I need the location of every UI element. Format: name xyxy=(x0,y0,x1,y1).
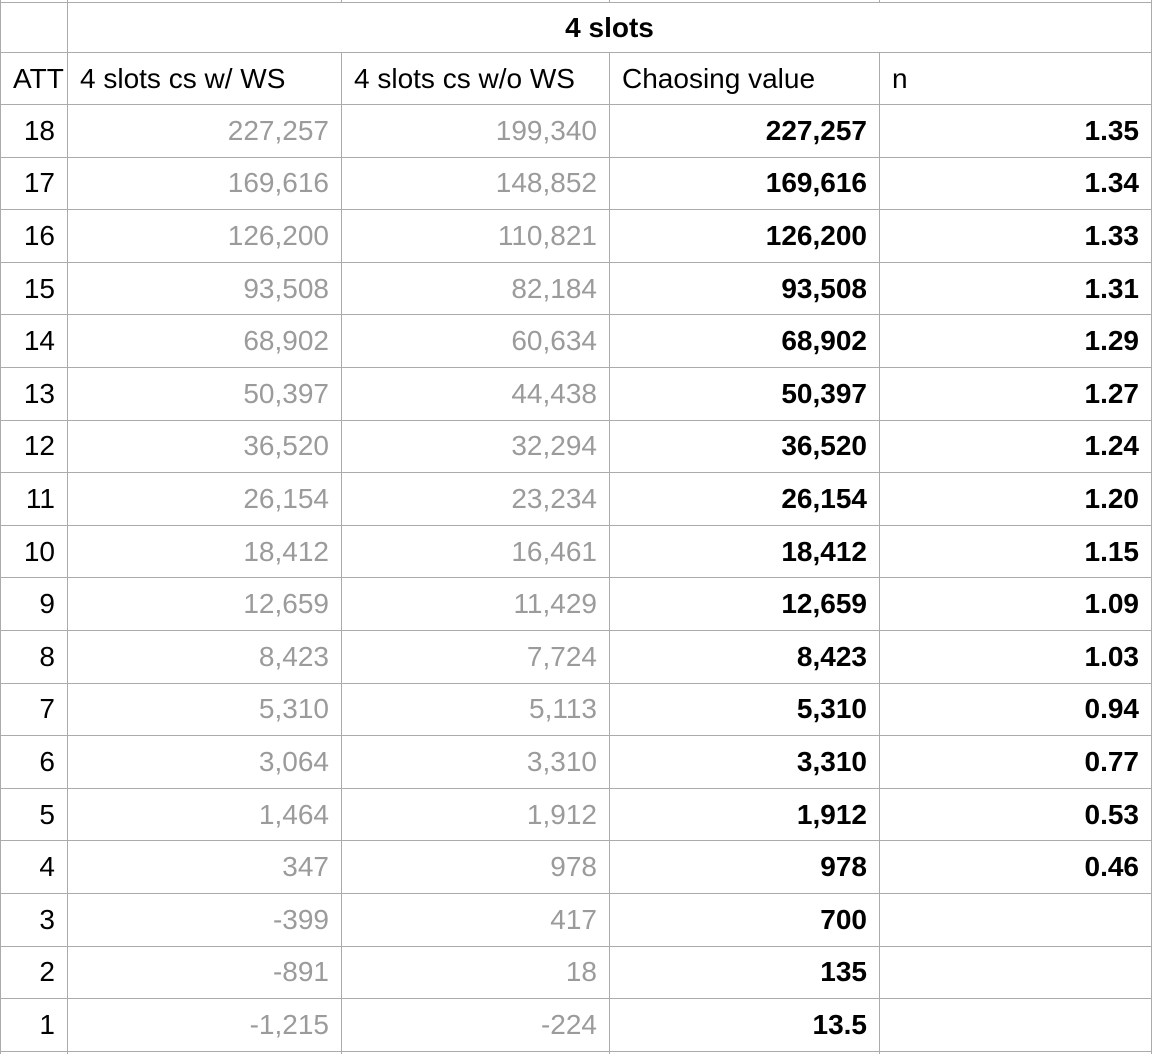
chaosing-value-cell[interactable]: 50,397 xyxy=(610,368,880,421)
cs-without-ws-cell[interactable]: 82,184 xyxy=(342,263,610,316)
cs-with-ws-cell[interactable]: 8,423 xyxy=(68,631,342,684)
cs-with-ws-cell[interactable]: 26,154 xyxy=(68,473,342,526)
clipped-cell[interactable] xyxy=(342,1052,610,1054)
clipped-cell[interactable] xyxy=(610,1052,880,1054)
clipped-cell[interactable] xyxy=(880,1052,1152,1054)
att-cell[interactable]: 18 xyxy=(0,105,68,158)
cs-without-ws-cell[interactable]: 199,340 xyxy=(342,105,610,158)
att-cell[interactable]: 2 xyxy=(0,947,68,1000)
cs-without-ws-cell[interactable]: 32,294 xyxy=(342,421,610,474)
table-row xyxy=(0,473,1152,526)
cs-without-ws-cell[interactable]: -224 xyxy=(342,999,610,1052)
n-cell[interactable] xyxy=(880,999,1152,1052)
n-cell[interactable]: 1.35 xyxy=(880,105,1152,158)
table-row xyxy=(0,421,1152,474)
cs-with-ws-cell[interactable]: 3,064 xyxy=(68,736,342,789)
clipped-cell[interactable] xyxy=(68,1052,342,1054)
n-cell[interactable]: 0.46 xyxy=(880,841,1152,894)
chaosing-value-cell[interactable]: 12,659 xyxy=(610,578,880,631)
column-header-n[interactable]: n xyxy=(880,53,1152,105)
cs-without-ws-cell[interactable]: 18 xyxy=(342,947,610,1000)
cs-with-ws-cell[interactable]: 36,520 xyxy=(68,421,342,474)
n-cell[interactable]: 1.15 xyxy=(880,526,1152,579)
column-header-cs-with-ws[interactable]: 4 slots cs w/ WS xyxy=(68,53,342,105)
n-cell[interactable] xyxy=(880,947,1152,1000)
column-header-cs-without-ws[interactable]: 4 slots cs w/o WS xyxy=(342,53,610,105)
cs-with-ws-cell[interactable]: -1,215 xyxy=(68,999,342,1052)
cs-with-ws-cell[interactable]: 12,659 xyxy=(68,578,342,631)
chaosing-value-cell[interactable]: 3,310 xyxy=(610,736,880,789)
cs-without-ws-cell[interactable]: 1,912 xyxy=(342,789,610,842)
chaosing-value-cell[interactable]: 135 xyxy=(610,947,880,1000)
att-cell[interactable]: 16 xyxy=(0,210,68,263)
table-row xyxy=(0,947,1152,1000)
n-cell[interactable]: 1.31 xyxy=(880,263,1152,316)
cs-without-ws-cell[interactable]: 7,724 xyxy=(342,631,610,684)
att-cell[interactable]: 6 xyxy=(0,736,68,789)
table-row xyxy=(0,263,1152,316)
table-title-cell[interactable]: 4 slots xyxy=(68,3,1152,53)
table-row xyxy=(0,210,1152,263)
cs-without-ws-cell[interactable]: 3,310 xyxy=(342,736,610,789)
n-cell[interactable]: 0.94 xyxy=(880,684,1152,737)
att-cell[interactable]: 12 xyxy=(0,421,68,474)
cs-with-ws-cell[interactable]: 18,412 xyxy=(68,526,342,579)
cs-with-ws-cell[interactable]: 126,200 xyxy=(68,210,342,263)
table-row xyxy=(0,158,1152,211)
chaosing-value-cell[interactable]: 126,200 xyxy=(610,210,880,263)
cs-with-ws-cell[interactable]: 169,616 xyxy=(68,158,342,211)
n-cell[interactable]: 1.09 xyxy=(880,578,1152,631)
cs-without-ws-cell[interactable]: 44,438 xyxy=(342,368,610,421)
n-cell[interactable]: 1.03 xyxy=(880,631,1152,684)
n-cell[interactable]: 1.33 xyxy=(880,210,1152,263)
cs-with-ws-cell[interactable]: -399 xyxy=(68,894,342,947)
table-row xyxy=(0,631,1152,684)
table-row xyxy=(0,684,1152,737)
cs-with-ws-cell[interactable]: 1,464 xyxy=(68,789,342,842)
n-cell[interactable]: 1.34 xyxy=(880,158,1152,211)
table-row xyxy=(0,894,1152,947)
column-header-att[interactable]: ATT xyxy=(0,53,68,105)
table-row xyxy=(0,578,1152,631)
chaosing-value-cell[interactable]: 26,154 xyxy=(610,473,880,526)
cs-with-ws-cell[interactable]: 227,257 xyxy=(68,105,342,158)
cs-without-ws-cell[interactable]: 16,461 xyxy=(342,526,610,579)
chaosing-value-cell[interactable]: 68,902 xyxy=(610,315,880,368)
chaosing-value-cell[interactable]: 13.5 xyxy=(610,999,880,1052)
chaosing-value-cell[interactable]: 36,520 xyxy=(610,421,880,474)
att-cell[interactable]: 9 xyxy=(0,578,68,631)
clipped-row-bottom xyxy=(0,1052,1152,1054)
chaosing-value-cell[interactable]: 5,310 xyxy=(610,684,880,737)
n-cell[interactable]: 0.53 xyxy=(880,789,1152,842)
att-cell[interactable]: 7 xyxy=(0,684,68,737)
chaosing-value-cell[interactable]: 18,412 xyxy=(610,526,880,579)
att-cell[interactable]: 4 xyxy=(0,841,68,894)
cs-without-ws-cell[interactable]: 148,852 xyxy=(342,158,610,211)
cs-without-ws-cell[interactable]: 60,634 xyxy=(342,315,610,368)
cs-without-ws-cell[interactable]: 110,821 xyxy=(342,210,610,263)
chaosing-value-cell[interactable]: 93,508 xyxy=(610,263,880,316)
table-row xyxy=(0,368,1152,421)
chaosing-value-cell[interactable]: 8,423 xyxy=(610,631,880,684)
att-cell[interactable]: 14 xyxy=(0,315,68,368)
cs-with-ws-cell[interactable]: 68,902 xyxy=(68,315,342,368)
chaosing-value-cell[interactable]: 1,912 xyxy=(610,789,880,842)
cs-without-ws-cell[interactable]: 11,429 xyxy=(342,578,610,631)
cs-without-ws-cell[interactable]: 978 xyxy=(342,841,610,894)
att-cell[interactable]: 11 xyxy=(0,473,68,526)
n-cell[interactable]: 1.20 xyxy=(880,473,1152,526)
table-row xyxy=(0,736,1152,789)
att-cell[interactable]: 13 xyxy=(0,368,68,421)
cs-without-ws-cell[interactable]: 23,234 xyxy=(342,473,610,526)
corner-cell[interactable] xyxy=(0,3,68,53)
n-cell[interactable]: 1.29 xyxy=(880,315,1152,368)
chaosing-value-cell[interactable]: 169,616 xyxy=(610,158,880,211)
att-cell[interactable]: 15 xyxy=(0,263,68,316)
table-row xyxy=(0,841,1152,894)
cs-with-ws-cell[interactable]: 5,310 xyxy=(68,684,342,737)
table-title-row xyxy=(0,3,1152,53)
n-cell[interactable] xyxy=(880,894,1152,947)
chaosing-value-cell[interactable]: 978 xyxy=(610,841,880,894)
column-header-row xyxy=(0,53,1152,105)
table-row xyxy=(0,789,1152,842)
att-cell[interactable]: 1 xyxy=(0,999,68,1052)
table-row xyxy=(0,526,1152,579)
cs-with-ws-cell[interactable]: 50,397 xyxy=(68,368,342,421)
column-header-chaosing-value[interactable]: Chaosing value xyxy=(610,53,880,105)
n-cell[interactable]: 1.27 xyxy=(880,368,1152,421)
chaosing-value-cell[interactable]: 700 xyxy=(610,894,880,947)
cs-with-ws-cell[interactable]: -891 xyxy=(68,947,342,1000)
n-cell[interactable]: 0.77 xyxy=(880,736,1152,789)
att-cell[interactable]: 5 xyxy=(0,789,68,842)
table-row xyxy=(0,315,1152,368)
chaosing-value-cell[interactable]: 227,257 xyxy=(610,105,880,158)
att-cell[interactable]: 17 xyxy=(0,158,68,211)
cs-with-ws-cell[interactable]: 93,508 xyxy=(68,263,342,316)
cs-without-ws-cell[interactable]: 5,113 xyxy=(342,684,610,737)
att-cell[interactable]: 8 xyxy=(0,631,68,684)
table-row xyxy=(0,105,1152,158)
att-cell[interactable]: 3 xyxy=(0,894,68,947)
table-row xyxy=(0,999,1152,1052)
cs-with-ws-cell[interactable]: 347 xyxy=(68,841,342,894)
clipped-cell[interactable] xyxy=(0,1052,68,1054)
att-cell[interactable]: 10 xyxy=(0,526,68,579)
cs-without-ws-cell[interactable]: 417 xyxy=(342,894,610,947)
n-cell[interactable]: 1.24 xyxy=(880,421,1152,474)
